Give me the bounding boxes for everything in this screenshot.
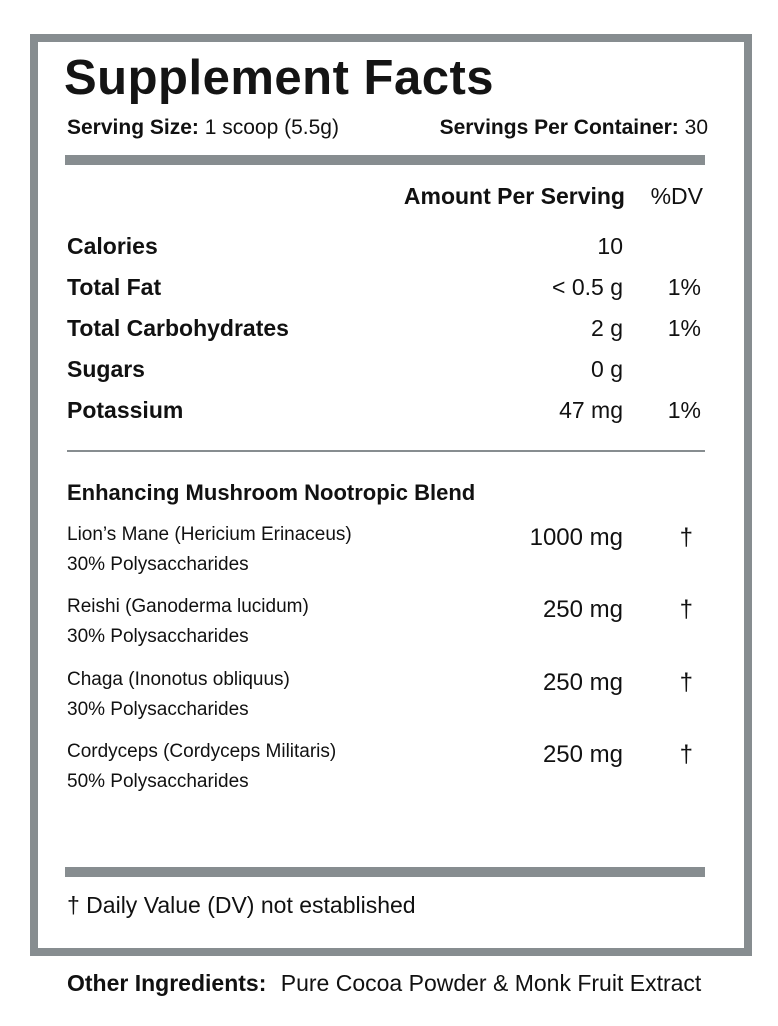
- nutrient-dv: 1%: [667, 274, 701, 300]
- ingredient-amount: 1000 mg: [529, 524, 623, 551]
- dv-footnote: † Daily Value (DV) not established: [67, 892, 416, 918]
- nutrient-dv: 1%: [667, 397, 701, 423]
- bottom-divider-bar: [65, 867, 705, 877]
- nutrient-row-calories: [67, 233, 707, 263]
- dv-header: %DV: [650, 183, 703, 209]
- ingredient-dv: †: [679, 669, 693, 696]
- label-title: Supplement Facts: [64, 51, 495, 105]
- nutrient-name: Total Fat: [67, 274, 162, 300]
- serving-size-label: Serving Size:: [67, 116, 199, 139]
- servings-per-container-label: Servings Per Container:: [439, 116, 679, 139]
- nutrient-amount: < 0.5 g: [552, 274, 623, 300]
- nutrient-amount: 10: [597, 233, 623, 259]
- ingredient-lions-mane: [67, 524, 707, 584]
- nutrient-name: Total Carbohydrates: [67, 315, 289, 341]
- top-divider-bar: [65, 155, 705, 165]
- ingredient-amount: 250 mg: [542, 669, 623, 696]
- ingredient-dv: †: [679, 524, 693, 551]
- nutrient-amount: 47 mg: [559, 397, 623, 423]
- serving-size: [67, 116, 339, 140]
- nutrient-row-potassium: [67, 397, 707, 427]
- ingredient-dv: †: [679, 741, 693, 768]
- nutrient-amount: 2 g: [591, 315, 623, 341]
- ingredient-name: Chaga (Inonotus obliquus): [67, 669, 290, 690]
- amount-per-serving-header: Amount Per Serving: [403, 183, 625, 209]
- blend-title: Enhancing Mushroom Nootropic Blend: [67, 480, 476, 505]
- nutrient-row-total-fat: [67, 274, 707, 304]
- ingredient-dv: †: [679, 596, 693, 623]
- ingredient-sub: 30% Polysaccharides: [67, 699, 249, 720]
- nutrient-name: Sugars: [67, 356, 145, 382]
- servings-per-container: [440, 116, 708, 140]
- ingredient-sub: 30% Polysaccharides: [67, 626, 249, 647]
- nutrient-row-total-carbohydrates: [67, 315, 707, 345]
- ingredient-cordyceps: [67, 741, 707, 801]
- serving-size-value: 1 scoop (5.5g): [204, 116, 339, 139]
- ingredient-reishi: [67, 596, 707, 656]
- ingredient-name: Lion’s Mane (Hericium Erinaceus): [67, 524, 352, 545]
- ingredient-sub: 30% Polysaccharides: [67, 554, 249, 575]
- section-divider: [67, 450, 705, 452]
- nutrient-row-sugars: [67, 356, 707, 386]
- other-ingredients: [67, 970, 701, 997]
- nutrient-amount: 0 g: [591, 356, 623, 382]
- other-ingredients-label: Other Ingredients:: [67, 970, 267, 996]
- ingredient-name: Reishi (Ganoderma lucidum): [67, 596, 309, 617]
- other-ingredients-value: Pure Cocoa Powder & Monk Fruit Extract: [280, 970, 702, 996]
- ingredient-amount: 250 mg: [542, 741, 623, 768]
- ingredient-sub: 50% Polysaccharides: [67, 771, 249, 792]
- ingredient-amount: 250 mg: [542, 596, 623, 623]
- servings-per-container-value: 30: [684, 116, 708, 139]
- ingredient-name: Cordyceps (Cordyceps Militaris): [67, 741, 337, 762]
- ingredient-chaga: [67, 669, 707, 729]
- nutrient-name: Calories: [67, 233, 158, 259]
- nutrient-name: Potassium: [67, 397, 184, 423]
- nutrient-dv: 1%: [667, 315, 701, 341]
